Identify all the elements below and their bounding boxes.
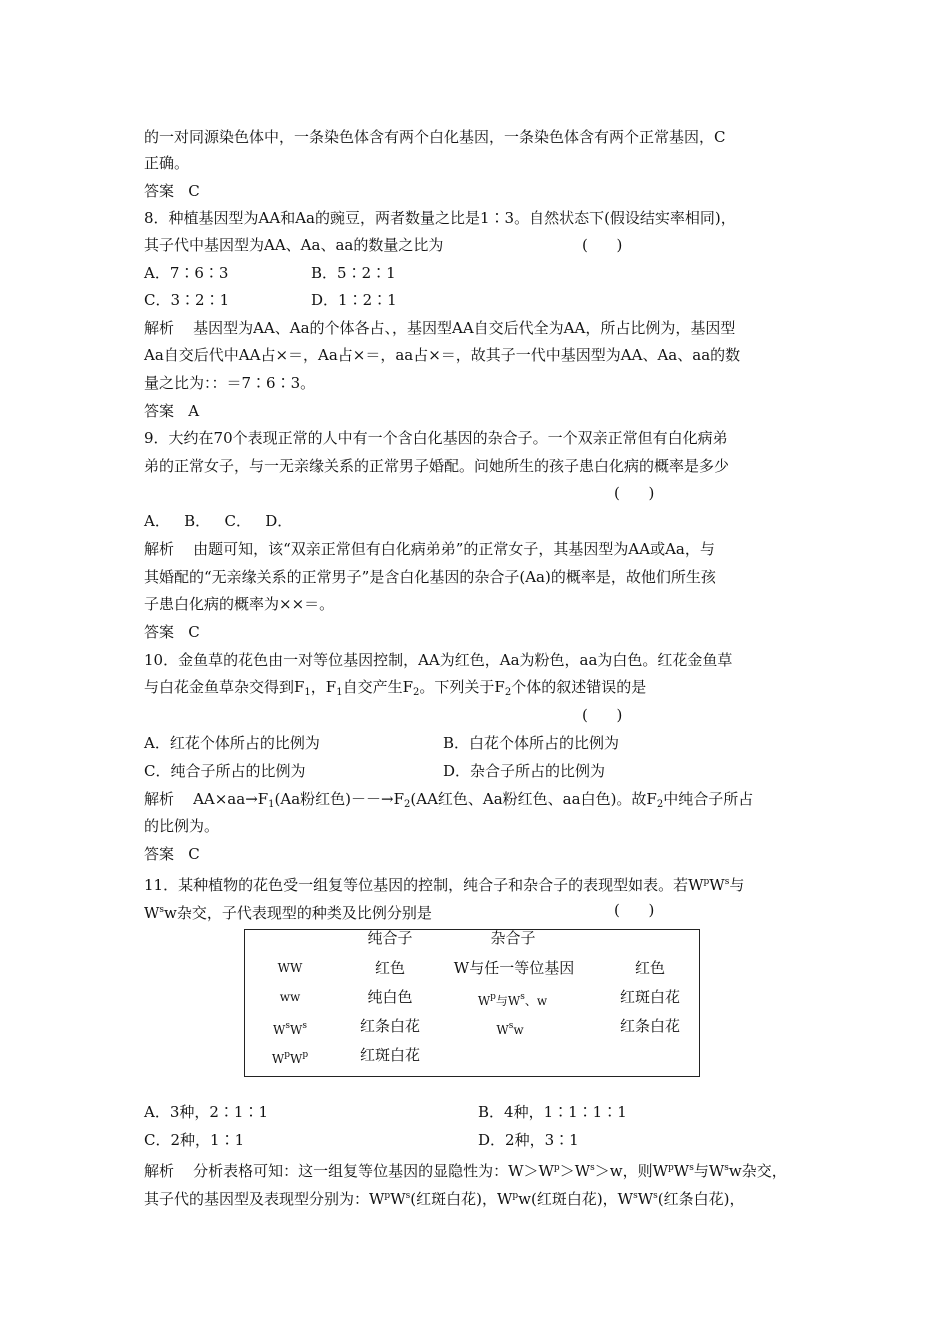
table-cell: 红斑白花 [359,1046,420,1064]
answer-paren: ( ) [582,236,623,254]
option-b: B．白花个体所占的比例为 [443,734,620,752]
option-c: C．纯合子所占的比例为 [144,762,306,780]
table-cell: 红条白花 [359,1017,420,1035]
question-8-stem: 其子代中基因型为AA、Aa、aa的数量之比为 [144,236,444,254]
option-c: C．3∶2∶1 [144,291,230,309]
answer-line: 答案 C [144,845,200,863]
text-line: 的一对同源染色体中，一条染色体含有两个白化基因，一条染色体含有两个正常基因，C [144,128,726,146]
analysis-line: Aa自交后代中AA占×＝，Aa占×＝，aa占×＝，故其子一代中基因型为AA、Aa、aa的数 [144,346,741,364]
analysis-line: 的比例为。 [144,817,220,835]
answer-paren: ( ) [614,484,655,502]
analysis-line: 解析 分析表格可知：这一组复等位基因的显隐性为：$W>W^p>W^s>w$，则$W^pW^s$与$W^sw$杂交， [144,1162,787,1180]
text-line: 正确。 [144,154,190,172]
analysis-line: 其子代的基因型及表现型分别为：$W^pW^s$(红斑白花)，$W^pw$(红斑白花)，$W^sW^s$(红条白花)， [144,1190,745,1208]
option-b: B．5∶2∶1 [311,264,396,282]
answer-paren: ( ) [614,901,655,919]
question-9-stem: 9．大约在70个表现正常的人中有一个含白化基因的杂合子。一个双亲正常但有白化病弟 [144,429,728,447]
table-header-pure: 纯合子 [367,929,413,947]
analysis-line: 量之比为：：＝7∶6∶3。 [144,374,316,392]
table-cell: $W^sW^s$ [273,1021,307,1037]
analysis-line: 其婚配的“无亲缘关系的正常男子”是含白化基因的杂合子(Aa)的概率是，故他们所生孩 [144,568,716,586]
table-cell: 红斑白花 [619,988,680,1006]
option-c: C．2种，1∶1 [144,1131,245,1149]
table-cell: $W^p$与$W^s$、w [477,992,548,1008]
table-cell: $W^pW^p$ [271,1050,309,1066]
phenotype-table [244,929,700,1077]
table-cell: WW [277,961,303,975]
analysis-line: 解析 基因型为AA、Aa的个体各占、，基因型AA自交后代全为AA，所占比例为，基因型 [144,319,736,337]
question-11-stem: 11．某种植物的花色受一组复等位基因的控制，纯合子和杂合子的表现型如表。若$W^pW^s$与 [144,876,745,894]
question-11-stem: $W^sw$杂交，子代表现型的种类及比例分别是 [144,904,432,922]
options-line: A． B． C． D． [144,512,293,530]
question-10-stem: 与白花金鱼草杂交得到$F_1$，$F_1$自交产生$F_2$。下列关于$F_2$个体的叙述错误的是 [144,678,647,698]
option-a: A．7∶6∶3 [144,264,229,282]
option-d: D．2种，3∶1 [478,1131,579,1149]
table-header-hetero: 杂合子 [490,929,536,947]
table-cell: W与任一等位基因 [453,959,575,977]
analysis-line: 子患白化病的概率为××＝。 [144,595,335,613]
answer-line: 答案 A [144,402,200,420]
table-cell: 红条白花 [619,1017,680,1035]
question-9-stem: 弟的正常女子，与一无亲缘关系的正常男子婚配。问她所生的孩子患白化病的概率是多少 [144,457,730,475]
option-a: A．3种，2∶1∶1 [144,1103,269,1121]
table-cell: ww [279,990,301,1004]
table-cell: $W^sw$ [496,1021,524,1037]
answer-paren: ( ) [582,706,623,724]
analysis-line: 解析 $AA\times aa\to F_1(Aa$粉红色)$--\to F_2(AA$红色、Aa粉红色、aa白色)。故$F_2$中纯合子所占 [144,790,754,810]
answer-line: 答案 C [144,182,200,200]
option-b: B．4种，1∶1∶1∶1 [478,1103,627,1121]
option-d: D．1∶2∶1 [311,291,397,309]
table-cell: 纯白色 [367,988,413,1006]
question-8-stem: 8．种植基因型为AA和Aa的豌豆，两者数量之比是1∶3。自然状态下(假设结实率相同)， [144,209,736,227]
analysis-line: 解析 由题可知，该“双亲正常但有白化病弟弟”的正常女子，其基因型为AA或Aa，与 [144,540,715,558]
answer-line: 答案 C [144,623,200,641]
question-10-stem: 10．金鱼草的花色由一对等位基因控制，AA为红色，Aa为粉色，aa为白色。红花金鱼草 [144,651,733,669]
option-a: A．红花个体所占的比例为 [144,734,320,752]
option-d: D．杂合子所占的比例为 [443,762,606,780]
table-cell: 红色 [634,959,665,977]
table-cell: 红色 [374,959,405,977]
